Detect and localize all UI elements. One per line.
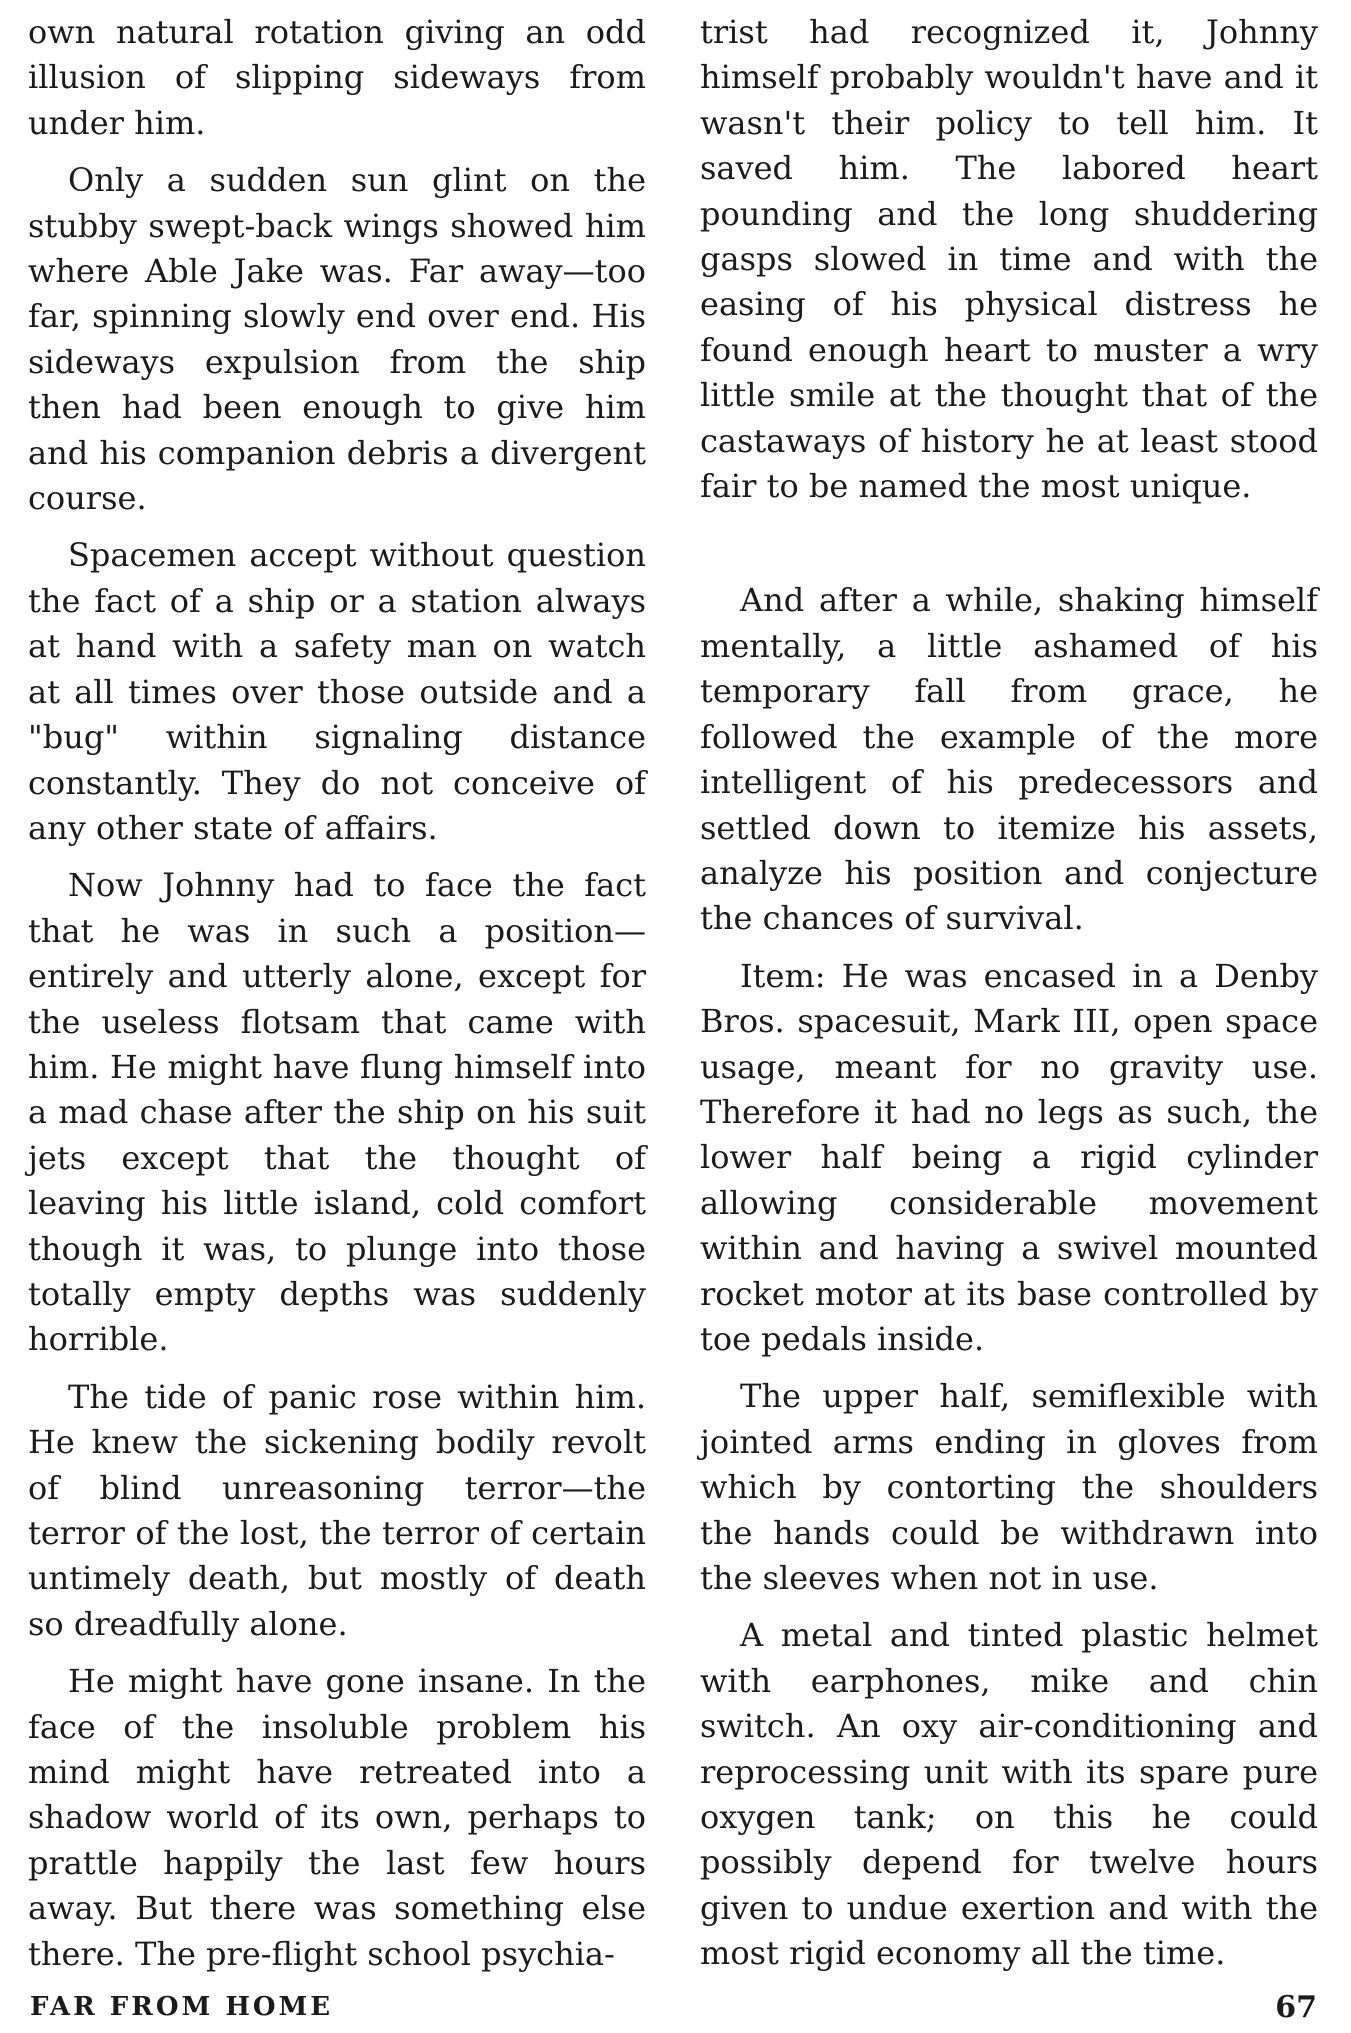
paragraph: Only a sudden sun glint on the stubby swept-back wings showed him where Able Jake was. Far away—too far, spinning slowly end over end. His sideways expulsion from the ship then had been enough to give him and his companion debris a divergent course. (28, 161, 646, 518)
running-title: FAR FROM HOME (30, 1992, 334, 2022)
page-footer (30, 1992, 1317, 2028)
paragraph: The upper half, semiflexible with jointed arms ending in gloves from which by contorting the shoulders the hands could be withdrawn into the sleeves when not in use. (700, 1377, 1318, 1597)
paragraph: The tide of panic rose within him. He knew the sickening bodily revolt of blind unreasoning terror—the terror of the lost, the terror of certain untimely death, but mostly of death so dreadfully alone. (28, 1377, 646, 1643)
right-column (700, 10, 1318, 1977)
paragraph: Now Johnny had to face the fact that he was in such a position—entirely and utterly alone, except for the useless flotsam that came with him. He might have flung himself into a mad chase after the ship on his suit jets except that the thought of leaving his little island, cold comfort though it was, to plunge into those totally empty depths was suddenly horrible. (28, 866, 646, 1359)
paragraph: He might have gone insane. In the face of the insoluble problem his mind might have retreated into a shadow world of its own, perhaps to prattle happily the last few hours away. But there was something else there. The pre-flight school psychia- (28, 1662, 646, 1973)
left-column (28, 10, 646, 1977)
paragraph: trist had recognized it, Johnny himself probably wouldn't have and it wasn't their policy to tell him. It saved him. The labored heart pounding and the long shuddering gasps slowed in time and with the easing of his physical distress he found enough heart to muster a wry little smile at the thought that of the castaways of history he at least stood fair to be named the most unique. (700, 13, 1318, 506)
paragraph: And after a while, shaking himself mentally, a little ashamed of his temporary fall from grace, he followed the example of the more intelligent of his predecessors and settled down to itemize his assets, analyze his position and conjecture the chances of survival. (700, 581, 1318, 938)
paragraph: Item: He was encased in a Denby Bros. spacesuit, Mark III, open space usage, meant for no gravity use. Therefore it had no legs as such, the lower half being a rigid cylinder allowing considerable movement within and having a swivel mounted rocket motor at its base controlled by toe pedals inside. (700, 956, 1318, 1358)
paragraph: A metal and tinted plastic helmet with earphones, mike and chin switch. An oxy air-conditioning and reprocessing unit with its spare pure oxygen tank; on this he could possibly depend for twelve hours given to undue exertion and with the most rigid economy all the time. (700, 1616, 1318, 1973)
page-number: 67 (1275, 1990, 1317, 2025)
paragraph: Spacemen accept without question the fact of a ship or a station always at hand with a safety man on watch at all times over those outside and a "bug" within signaling distance constantly. They do not conceive of any other state of affairs. (28, 536, 646, 847)
paragraph: own natural rotation giving an odd illusion of slipping sideways from under him. (28, 13, 646, 142)
